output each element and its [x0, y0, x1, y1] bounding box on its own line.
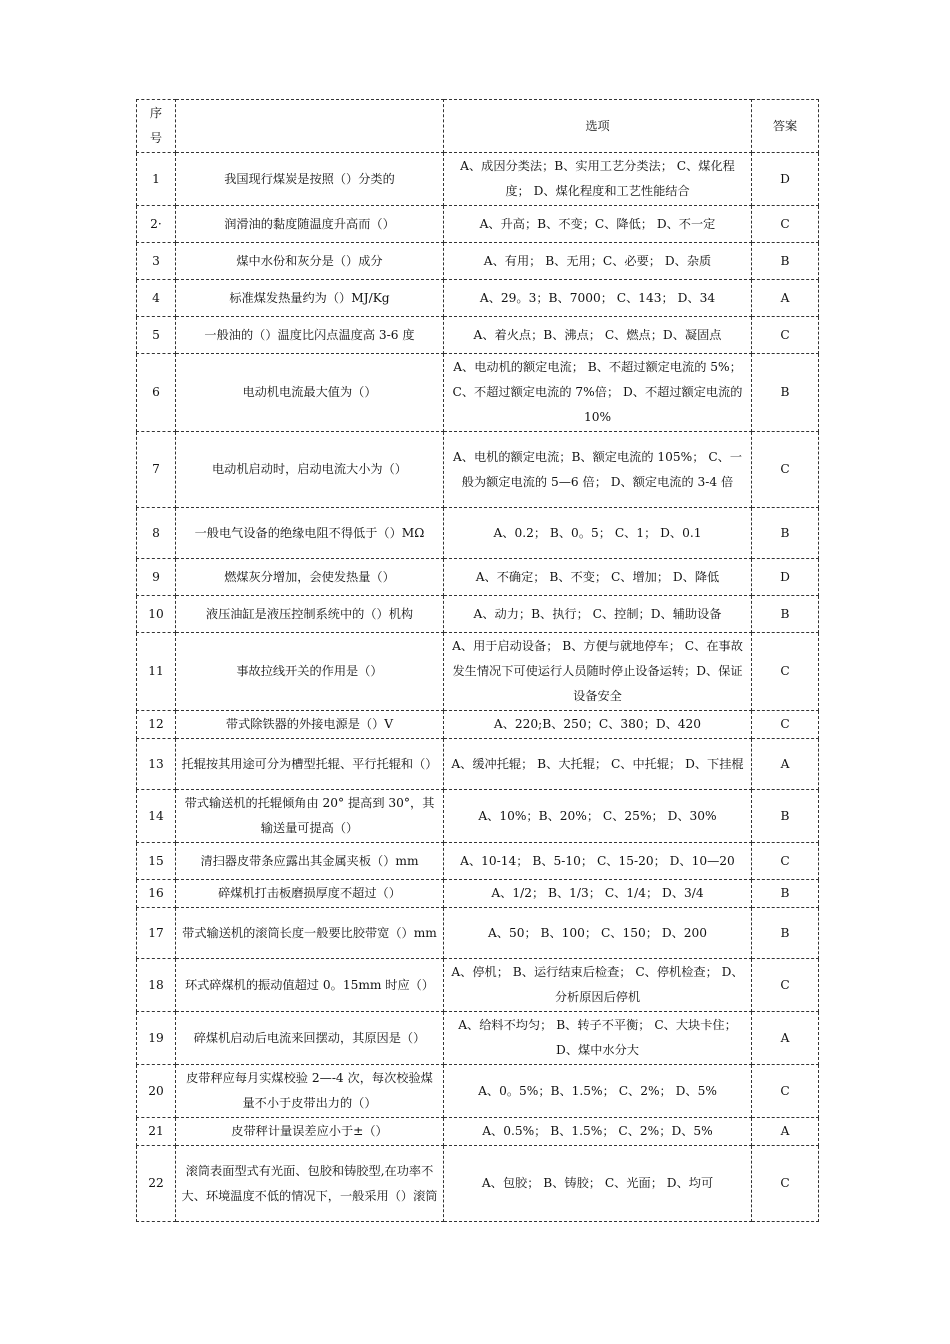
row-number: 3 [137, 243, 176, 280]
table-row [137, 1012, 819, 1065]
row-number: 13 [137, 739, 176, 790]
options-text: A、电机的额定电流；B、额定电流的 105%； C、一般为额定电流的 5—6 倍； D、额定电流的 3-4 倍 [444, 432, 752, 508]
answer-text: C [752, 317, 819, 354]
row-number: 7 [137, 432, 176, 508]
table-row [137, 1118, 819, 1146]
question-text: 环式碎煤机的振动值超过 0。15mm 时应（） [176, 959, 444, 1012]
options-text: A、1/2； B、1/3； C、1/4； D、3/4 [444, 880, 752, 908]
question-text: 皮带秤应每月实煤校验 2—-4 次，每次校验煤量不小于皮带出力的（） [176, 1065, 444, 1118]
answer-text: A [752, 739, 819, 790]
question-text: 煤中水份和灰分是（）成分 [176, 243, 444, 280]
answer-text: B [752, 596, 819, 633]
answer-text: A [752, 280, 819, 317]
question-text: 带式输送机的托辊倾角由 20° 提高到 30°，其输送量可提高（） [176, 790, 444, 843]
answer-text: B [752, 908, 819, 959]
row-number: 12 [137, 711, 176, 739]
row-number: 8 [137, 508, 176, 559]
table-row [137, 843, 819, 880]
answer-text: C [752, 1146, 819, 1222]
question-text: 液压油缸是液压控制系统中的（）机构 [176, 596, 444, 633]
table-row [137, 508, 819, 559]
row-number: 16 [137, 880, 176, 908]
table-row [137, 739, 819, 790]
row-number: 20 [137, 1065, 176, 1118]
header-question [176, 100, 444, 153]
options-text: A、220;B、250；C、380；D、420 [444, 711, 752, 739]
options-text: A、有用； B、无用；C、必要； D、杂质 [444, 243, 752, 280]
answer-text: B [752, 508, 819, 559]
table-row [137, 1146, 819, 1222]
question-text: 我国现行煤炭是按照（）分类的 [176, 153, 444, 206]
question-text: 带式输送机的滚筒长度一般要比胶带宽（）mm [176, 908, 444, 959]
question-text: 碎煤机启动后电流来回摆动，其原因是（） [176, 1012, 444, 1065]
row-number: 10 [137, 596, 176, 633]
table-header-row [137, 100, 819, 153]
answer-text: A [752, 1118, 819, 1146]
answer-text: A [752, 1012, 819, 1065]
question-table [136, 99, 819, 1222]
table-row [137, 880, 819, 908]
row-number: 9 [137, 559, 176, 596]
options-text: A、着火点；B、沸点； C、燃点；D、凝固点 [444, 317, 752, 354]
table-row [137, 243, 819, 280]
table-row [137, 432, 819, 508]
table-row [137, 1065, 819, 1118]
table-row [137, 559, 819, 596]
options-text: A、50； B、100； C、150； D、200 [444, 908, 752, 959]
options-text: A、缓冲托辊； B、大托辊； C、中托辊； D、下挂棍 [444, 739, 752, 790]
question-text: 皮带秤计量误差应小于±（） [176, 1118, 444, 1146]
row-number: 11 [137, 633, 176, 711]
answer-text: C [752, 633, 819, 711]
row-number: 2· [137, 206, 176, 243]
options-text: A、动力；B、执行； C、控制；D、辅助设备 [444, 596, 752, 633]
question-text: 电动机电流最大值为（） [176, 354, 444, 432]
question-text: 电动机启动时，启动电流大小为（） [176, 432, 444, 508]
question-text: 托辊按其用途可分为槽型托辊、平行托辊和（） [176, 739, 444, 790]
table-row [137, 711, 819, 739]
answer-text: B [752, 790, 819, 843]
answer-text: B [752, 880, 819, 908]
row-number: 5 [137, 317, 176, 354]
question-text: 燃煤灰分增加，会使发热量（） [176, 559, 444, 596]
row-number: 18 [137, 959, 176, 1012]
answer-text: C [752, 843, 819, 880]
row-number: 21 [137, 1118, 176, 1146]
options-text: A、包胶； B、铸胶； C、光面； D、均可 [444, 1146, 752, 1222]
header-no: 序号 [137, 100, 176, 153]
header-answer: 答案 [752, 100, 819, 153]
row-number: 1 [137, 153, 176, 206]
table-row [137, 206, 819, 243]
row-number: 15 [137, 843, 176, 880]
question-text: 滚筒表面型式有光面、包胶和铸胶型,在功率不大、环境温度不低的情况下，一般采用（）滚筒 [176, 1146, 444, 1222]
row-number: 19 [137, 1012, 176, 1065]
question-text: 标准煤发热量约为（）MJ/Kg [176, 280, 444, 317]
question-text: 一般油的（）温度比闪点温度高 3-6 度 [176, 317, 444, 354]
options-text: A、电动机的额定电流； B、不超过额定电流的 5%； C、不超过额定电流的 7%倍； D、不超过额定电流的 10% [444, 354, 752, 432]
row-number: 4 [137, 280, 176, 317]
row-number: 17 [137, 908, 176, 959]
row-number: 22 [137, 1146, 176, 1222]
table-row [137, 908, 819, 959]
table-row [137, 153, 819, 206]
row-number: 14 [137, 790, 176, 843]
table-row [137, 317, 819, 354]
table-row [137, 354, 819, 432]
answer-text: C [752, 1065, 819, 1118]
table-row [137, 596, 819, 633]
options-text: A、用于启动设备； B、方便与就地停车； C、在事故发生情况下可使运行人员随时停止设备运转；D、保证设备安全 [444, 633, 752, 711]
answer-text: B [752, 354, 819, 432]
options-text: A、停机； B、运行结束后检查； C、停机检查； D、分析原因后停机 [444, 959, 752, 1012]
question-text: 一般电气设备的绝缘电阻不得低于（）MΩ [176, 508, 444, 559]
options-text: A、0.2； B、0。5； C、1； D、0.1 [444, 508, 752, 559]
table-row [137, 790, 819, 843]
options-text: A、成因分类法；B、实用工艺分类法； C、煤化程度； D、煤化程度和工艺性能结合 [444, 153, 752, 206]
answer-text: C [752, 432, 819, 508]
question-text: 带式除铁器的外接电源是（）V [176, 711, 444, 739]
table-row [137, 633, 819, 711]
options-text: A、0。5%；B、1.5%； C、2%； D、5% [444, 1065, 752, 1118]
question-text: 事故拉线开关的作用是（） [176, 633, 444, 711]
options-text: A、升高；B、不变；C、降低； D、不一定 [444, 206, 752, 243]
question-text: 碎煤机打击板磨损厚度不超过（） [176, 880, 444, 908]
options-text: A、0.5%； B、1.5%； C、2%；D、5% [444, 1118, 752, 1146]
question-text: 清扫器皮带条应露出其金属夹板（）mm [176, 843, 444, 880]
answer-text: C [752, 206, 819, 243]
options-text: A、给料不均匀； B、转子不平衡； C、大块卡住； D、煤中水分大 [444, 1012, 752, 1065]
options-text: A、10%；B、20%； C、25%； D、30% [444, 790, 752, 843]
answer-text: D [752, 153, 819, 206]
answer-text: C [752, 959, 819, 1012]
table-body [137, 153, 819, 1222]
row-number: 6 [137, 354, 176, 432]
options-text: A、29。3；B、7000； C、143； D、34 [444, 280, 752, 317]
answer-text: C [752, 711, 819, 739]
header-options: 选项 [444, 100, 752, 153]
options-text: A、不确定； B、不变； C、增加； D、降低 [444, 559, 752, 596]
table-row [137, 280, 819, 317]
options-text: A、10-14； B、5-10； C、15-20； D、10—20 [444, 843, 752, 880]
answer-text: D [752, 559, 819, 596]
question-text: 润滑油的黏度随温度升高而（） [176, 206, 444, 243]
answer-text: B [752, 243, 819, 280]
table-row [137, 959, 819, 1012]
